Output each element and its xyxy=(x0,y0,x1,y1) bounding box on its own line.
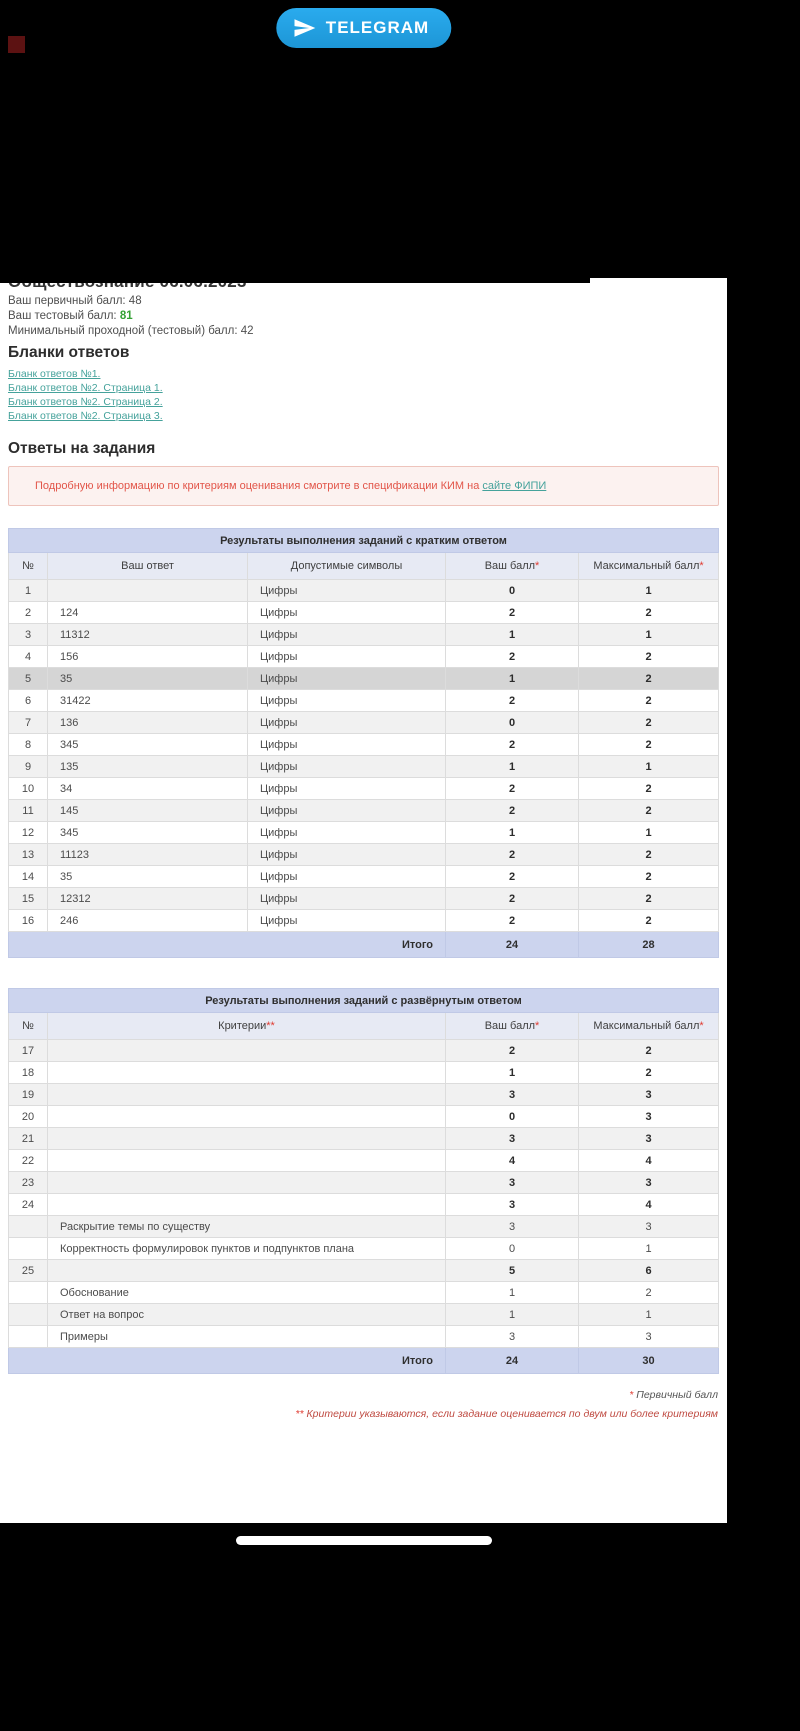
cell-score: 0 xyxy=(446,580,579,602)
cell-symbols: Цифры xyxy=(248,800,446,822)
table-row xyxy=(9,734,719,756)
table-row xyxy=(9,888,719,910)
cell-symbols: Цифры xyxy=(248,756,446,778)
cell-score: 2 xyxy=(446,800,579,822)
cell-answer: 35 xyxy=(48,866,248,888)
cell-answer: 11312 xyxy=(48,624,248,646)
cell-max: 2 xyxy=(579,1040,719,1062)
answers-heading: Ответы на задания xyxy=(8,440,156,457)
cell-max: 1 xyxy=(579,756,719,778)
cell-max: 3 xyxy=(579,1216,719,1238)
cell-answer: 124 xyxy=(48,602,248,624)
table-row xyxy=(9,822,719,844)
column-header: Допустимые символы xyxy=(248,553,446,580)
footnotes xyxy=(8,1386,718,1424)
cell-max: 1 xyxy=(579,1238,719,1260)
test-score-line: Ваш тестовый балл: 81 xyxy=(8,310,133,322)
cell-answer: 12312 xyxy=(48,888,248,910)
cell-score: 1 xyxy=(446,1282,579,1304)
table-row xyxy=(9,1172,719,1194)
cell-num: 19 xyxy=(9,1084,48,1106)
cell-score: 1 xyxy=(446,624,579,646)
table-row xyxy=(9,1282,719,1304)
short-answer-table xyxy=(8,528,719,958)
home-indicator[interactable] xyxy=(236,1536,492,1545)
telegram-plane-icon xyxy=(292,16,316,40)
column-header: Максимальный балл* xyxy=(579,1013,719,1040)
cell-criteria xyxy=(48,1150,446,1172)
blank-link-2[interactable]: Бланк ответов №2. Страница 1. xyxy=(8,382,163,394)
cell-max: 2 xyxy=(579,866,719,888)
results-page xyxy=(0,250,727,1523)
notice-text: Подробную информацию по критериям оценивания смотрите в спецификации КИМ на xyxy=(35,480,483,492)
table-row xyxy=(9,1326,719,1348)
primary-score-value: 48 xyxy=(128,295,142,307)
cell-criteria xyxy=(48,1260,446,1282)
cell-max: 2 xyxy=(579,888,719,910)
table-row xyxy=(9,646,719,668)
table-title: Результаты выполнения заданий с развёрнутым ответом xyxy=(9,989,719,1013)
footnote-criteria: ** Критерии указываются, если задание оценивается по двум или более критериям xyxy=(295,1408,718,1420)
cell-answer: 31422 xyxy=(48,690,248,712)
criteria-notice xyxy=(8,466,719,506)
cell-num: 3 xyxy=(9,624,48,646)
cell-answer: 35 xyxy=(48,668,248,690)
cell-symbols: Цифры xyxy=(248,866,446,888)
cell-score: 0 xyxy=(446,1238,579,1260)
total-row xyxy=(9,932,719,958)
cell-num xyxy=(9,1326,48,1348)
cell-num: 23 xyxy=(9,1172,48,1194)
cell-criteria xyxy=(48,1106,446,1128)
blank-link-1[interactable]: Бланк ответов №1. xyxy=(8,368,101,380)
test-score-value: 81 xyxy=(119,310,133,322)
column-header: Критерии** xyxy=(48,1013,446,1040)
cell-score: 3 xyxy=(446,1172,579,1194)
cell-criteria xyxy=(48,1194,446,1216)
cell-score: 1 xyxy=(446,668,579,690)
cell-answer: 345 xyxy=(48,734,248,756)
telegram-badge[interactable] xyxy=(276,8,451,48)
total-max: 28 xyxy=(579,932,719,958)
cell-answer xyxy=(48,580,248,602)
table-row xyxy=(9,1128,719,1150)
cell-score: 3 xyxy=(446,1128,579,1150)
cell-max: 4 xyxy=(579,1194,719,1216)
cell-score: 3 xyxy=(446,1326,579,1348)
cell-answer: 135 xyxy=(48,756,248,778)
cell-symbols: Цифры xyxy=(248,668,446,690)
cell-max: 3 xyxy=(579,1084,719,1106)
cell-symbols: Цифры xyxy=(248,888,446,910)
cell-criteria xyxy=(48,1084,446,1106)
cell-max: 2 xyxy=(579,646,719,668)
cell-criteria: Раскрытие темы по существу xyxy=(48,1216,446,1238)
cell-num xyxy=(9,1304,48,1326)
cell-symbols: Цифры xyxy=(248,580,446,602)
table-row xyxy=(9,1106,719,1128)
cell-num: 13 xyxy=(9,844,48,866)
table-row xyxy=(9,1084,719,1106)
table-row xyxy=(9,866,719,888)
cell-symbols: Цифры xyxy=(248,646,446,668)
total-label: Итого xyxy=(9,1348,446,1374)
cell-num: 5 xyxy=(9,668,48,690)
cell-num: 6 xyxy=(9,690,48,712)
cell-answer: 345 xyxy=(48,822,248,844)
cell-symbols: Цифры xyxy=(248,778,446,800)
telegram-badge-label: TELEGRAM xyxy=(325,18,430,37)
cell-max: 3 xyxy=(579,1172,719,1194)
score-summary xyxy=(8,294,254,339)
redaction-bar xyxy=(0,250,727,278)
cell-num xyxy=(9,1216,48,1238)
total-score: 24 xyxy=(446,1348,579,1374)
table-row xyxy=(9,1040,719,1062)
table-row xyxy=(9,668,719,690)
cell-num: 15 xyxy=(9,888,48,910)
table-row xyxy=(9,602,719,624)
cell-score: 4 xyxy=(446,1150,579,1172)
table-row xyxy=(9,756,719,778)
cell-max: 3 xyxy=(579,1326,719,1348)
cell-score: 2 xyxy=(446,690,579,712)
cell-max: 2 xyxy=(579,800,719,822)
cell-criteria xyxy=(48,1040,446,1062)
cell-num: 8 xyxy=(9,734,48,756)
blanks-heading: Бланки ответов xyxy=(8,344,130,361)
column-header: Ваш ответ xyxy=(48,553,248,580)
cell-max: 2 xyxy=(579,844,719,866)
cell-answer: 246 xyxy=(48,910,248,932)
total-score: 24 xyxy=(446,932,579,958)
cell-symbols: Цифры xyxy=(248,712,446,734)
table-row xyxy=(9,910,719,932)
cell-score: 0 xyxy=(446,712,579,734)
cell-answer: 11123 xyxy=(48,844,248,866)
cell-max: 1 xyxy=(579,580,719,602)
cell-score: 2 xyxy=(446,734,579,756)
table-row xyxy=(9,800,719,822)
cell-num: 2 xyxy=(9,602,48,624)
passing-score-value: 42 xyxy=(240,325,254,337)
cell-symbols: Цифры xyxy=(248,910,446,932)
cell-score: 1 xyxy=(446,1062,579,1084)
fipi-site-link[interactable]: сайте ФИПИ xyxy=(482,480,547,492)
cell-score: 1 xyxy=(446,1304,579,1326)
table-title-row xyxy=(9,529,719,553)
column-header: Ваш балл* xyxy=(446,1013,579,1040)
cell-num: 25 xyxy=(9,1260,48,1282)
table-row xyxy=(9,1260,719,1282)
cell-answer: 34 xyxy=(48,778,248,800)
cell-criteria: Примеры xyxy=(48,1326,446,1348)
cell-score: 3 xyxy=(446,1216,579,1238)
primary-score-line: Ваш первичный балл: 48 xyxy=(8,295,142,307)
cell-score: 3 xyxy=(446,1084,579,1106)
cell-score: 0 xyxy=(446,1106,579,1128)
cell-score: 2 xyxy=(446,866,579,888)
cell-answer: 136 xyxy=(48,712,248,734)
column-header: № xyxy=(9,553,48,580)
cell-num: 10 xyxy=(9,778,48,800)
cell-num: 14 xyxy=(9,866,48,888)
cell-num: 24 xyxy=(9,1194,48,1216)
cell-criteria: Обоснование xyxy=(48,1282,446,1304)
column-header: Максимальный балл* xyxy=(579,553,719,580)
cell-num xyxy=(9,1282,48,1304)
cell-score: 3 xyxy=(446,1194,579,1216)
cell-max: 2 xyxy=(579,734,719,756)
cell-max: 1 xyxy=(579,822,719,844)
cell-criteria xyxy=(48,1062,446,1084)
cell-num: 11 xyxy=(9,800,48,822)
table-title: Результаты выполнения заданий с кратким ответом xyxy=(9,529,719,553)
cell-num: 1 xyxy=(9,580,48,602)
cell-num: 4 xyxy=(9,646,48,668)
cell-max: 2 xyxy=(579,1062,719,1084)
cell-num: 18 xyxy=(9,1062,48,1084)
cell-symbols: Цифры xyxy=(248,602,446,624)
cell-max: 3 xyxy=(579,1106,719,1128)
cell-score: 1 xyxy=(446,756,579,778)
redaction-square xyxy=(8,36,25,53)
redaction-strip xyxy=(0,278,590,283)
cell-score: 5 xyxy=(446,1260,579,1282)
table-row xyxy=(9,624,719,646)
cell-score: 2 xyxy=(446,646,579,668)
total-max: 30 xyxy=(579,1348,719,1374)
table-row xyxy=(9,1216,719,1238)
cell-num: 12 xyxy=(9,822,48,844)
column-header: Ваш балл* xyxy=(446,553,579,580)
cell-symbols: Цифры xyxy=(248,844,446,866)
table-row xyxy=(9,778,719,800)
total-row xyxy=(9,1348,719,1374)
table-row xyxy=(9,1062,719,1084)
cell-score: 2 xyxy=(446,602,579,624)
cell-score: 2 xyxy=(446,888,579,910)
passing-score-line: Минимальный проходной (тестовый) балл: 42 xyxy=(8,325,254,337)
cell-symbols: Цифры xyxy=(248,734,446,756)
cell-num xyxy=(9,1238,48,1260)
cell-num: 22 xyxy=(9,1150,48,1172)
cell-num: 21 xyxy=(9,1128,48,1150)
table-row xyxy=(9,844,719,866)
extended-answer-table xyxy=(8,988,719,1374)
cell-score: 2 xyxy=(446,910,579,932)
cell-max: 1 xyxy=(579,624,719,646)
cell-num: 16 xyxy=(9,910,48,932)
cell-max: 2 xyxy=(579,602,719,624)
cell-num: 17 xyxy=(9,1040,48,1062)
results-tables xyxy=(8,528,718,1424)
cell-answer: 156 xyxy=(48,646,248,668)
table-header-row xyxy=(9,1013,719,1040)
blank-link-3[interactable]: Бланк ответов №2. Страница 2. xyxy=(8,396,163,408)
cell-max: 2 xyxy=(579,778,719,800)
cell-criteria xyxy=(48,1172,446,1194)
cell-symbols: Цифры xyxy=(248,690,446,712)
cell-max: 1 xyxy=(579,1304,719,1326)
table-row xyxy=(9,712,719,734)
blank-links xyxy=(8,367,163,423)
table-row xyxy=(9,1304,719,1326)
table-row xyxy=(9,690,719,712)
cell-score: 1 xyxy=(446,822,579,844)
blank-link-4[interactable]: Бланк ответов №2. Страница 3. xyxy=(8,410,163,422)
cell-symbols: Цифры xyxy=(248,624,446,646)
cell-score: 2 xyxy=(446,778,579,800)
cell-symbols: Цифры xyxy=(248,822,446,844)
table-row xyxy=(9,1194,719,1216)
total-label: Итого xyxy=(9,932,446,958)
table-title-row xyxy=(9,989,719,1013)
cell-max: 2 xyxy=(579,910,719,932)
cell-max: 6 xyxy=(579,1260,719,1282)
cell-num: 20 xyxy=(9,1106,48,1128)
table-header-row xyxy=(9,553,719,580)
cell-answer: 145 xyxy=(48,800,248,822)
cell-max: 2 xyxy=(579,712,719,734)
table-row xyxy=(9,1150,719,1172)
cell-max: 3 xyxy=(579,1128,719,1150)
cell-criteria: Ответ на вопрос xyxy=(48,1304,446,1326)
cell-score: 2 xyxy=(446,844,579,866)
footnote-primary-score: * Первичный балл xyxy=(629,1389,718,1401)
cell-num: 9 xyxy=(9,756,48,778)
cell-max: 2 xyxy=(579,668,719,690)
cell-max: 4 xyxy=(579,1150,719,1172)
table-row xyxy=(9,580,719,602)
cell-score: 2 xyxy=(446,1040,579,1062)
cell-max: 2 xyxy=(579,690,719,712)
cell-max: 2 xyxy=(579,1282,719,1304)
cell-num: 7 xyxy=(9,712,48,734)
cell-criteria: Корректность формулировок пунктов и подпунктов плана xyxy=(48,1238,446,1260)
column-header: № xyxy=(9,1013,48,1040)
cell-criteria xyxy=(48,1128,446,1150)
table-row xyxy=(9,1238,719,1260)
